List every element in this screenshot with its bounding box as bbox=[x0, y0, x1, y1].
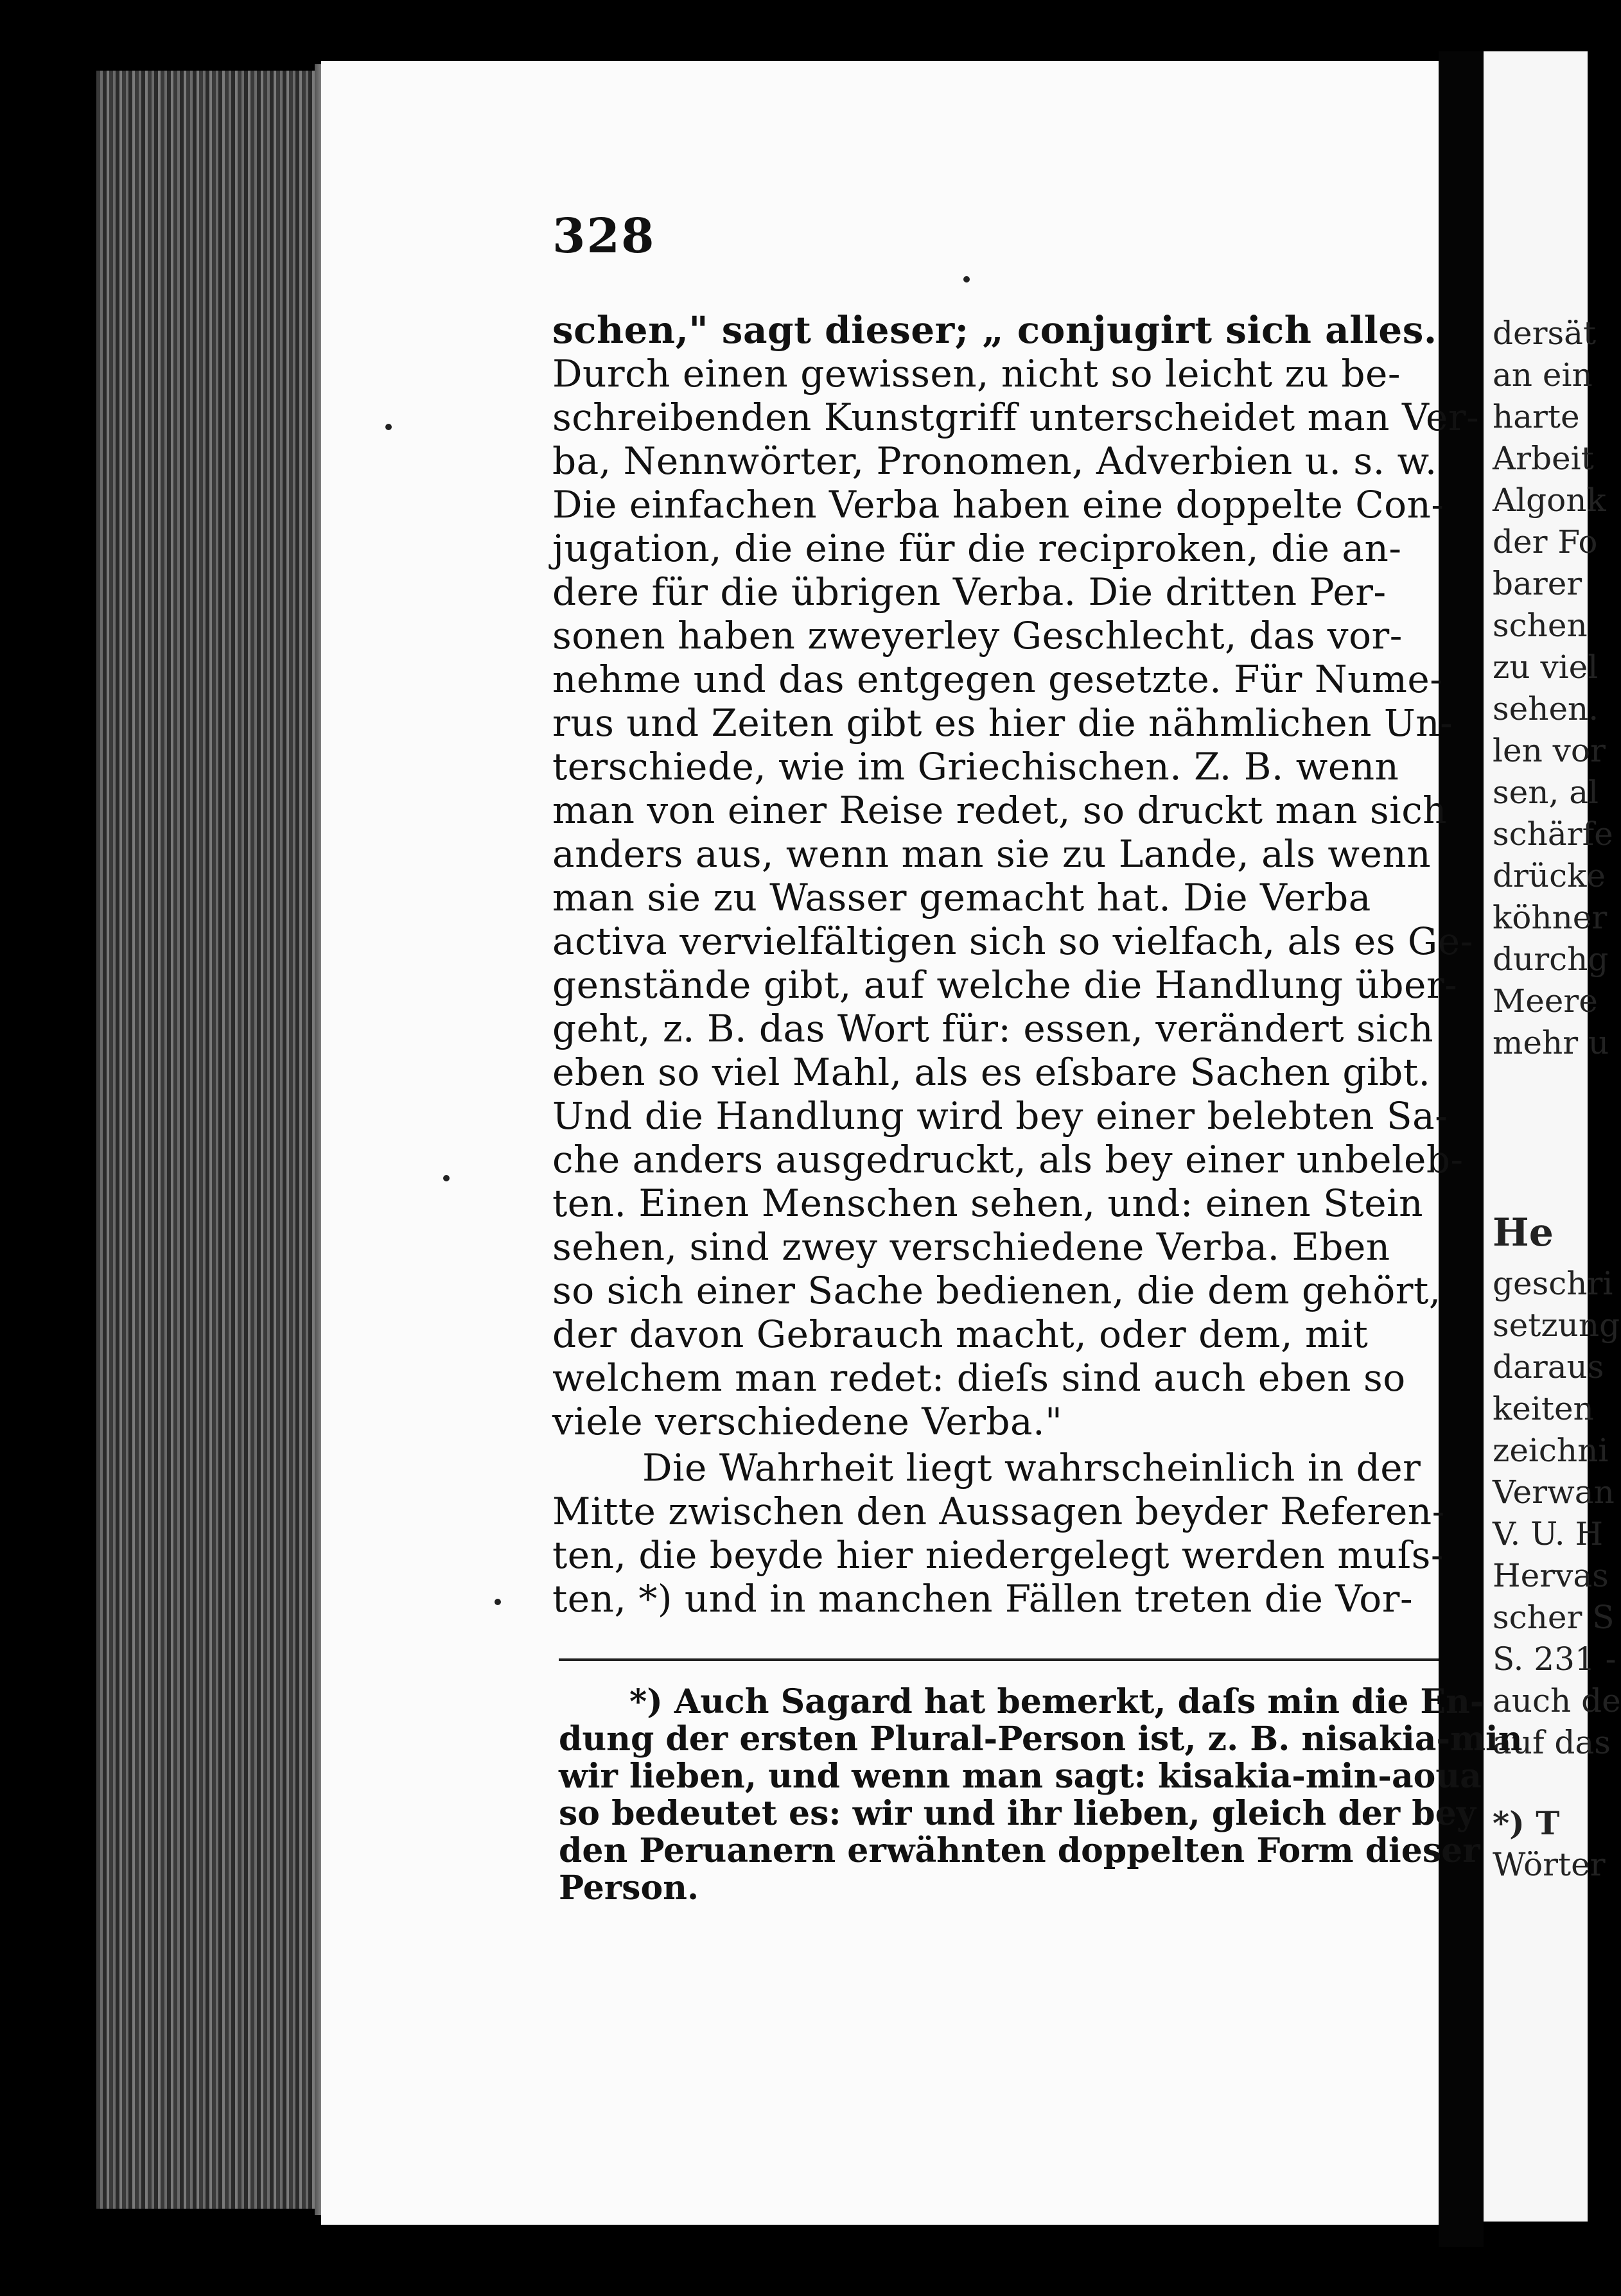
book-spine bbox=[96, 71, 315, 2209]
right-page-line: S. 231 - bbox=[1493, 1640, 1617, 1678]
specks bbox=[443, 1175, 450, 1181]
text-line: terschiede, wie im Griechischen. Z. B. wenn bbox=[552, 745, 1399, 788]
footnote-line: dung der ersten Plural-Person ist, z. B. nisakia-min bbox=[559, 1719, 1523, 1759]
right-page-footnote: Wörter bbox=[1493, 1846, 1606, 1883]
text-line: dere für die übrigen Verba. Die dritten Per- bbox=[552, 570, 1387, 614]
text-line: sehen, sind zwey verschiedene Verba. Eben bbox=[552, 1225, 1390, 1269]
text-line: welchem man redet: dieſs sind auch eben so bbox=[552, 1356, 1406, 1400]
right-page-line: drücke bbox=[1493, 857, 1606, 894]
text-line: geht, z. B. das Wort für: essen, verändert sich bbox=[552, 1007, 1434, 1050]
right-page-line: Algonk bbox=[1493, 482, 1606, 519]
text-line: ten, *) und in manchen Fällen treten die Vor- bbox=[552, 1577, 1414, 1621]
text-line: che anders ausgedruckt, als bey einer unbeleb- bbox=[552, 1138, 1464, 1181]
right-page-line: der Fo bbox=[1493, 523, 1598, 561]
right-page-line: len vor bbox=[1493, 732, 1606, 769]
right-page-line: harte bbox=[1493, 398, 1580, 435]
right-page bbox=[1484, 51, 1621, 2222]
text-line: Die Wahrheit liegt wahrscheinlich in der bbox=[642, 1446, 1421, 1490]
right-page-line: schärfe bbox=[1493, 815, 1613, 853]
text-line: eben so viel Mahl, als es eſsbare Sachen gibt. bbox=[552, 1050, 1431, 1094]
footnote-rule bbox=[559, 1658, 1439, 1661]
right-page-line: zeichni bbox=[1493, 1432, 1609, 1469]
text-line: Durch einen gewissen, nicht so leicht zu be- bbox=[552, 352, 1401, 396]
footnote-line: Person. bbox=[559, 1868, 699, 1908]
specks bbox=[495, 1599, 501, 1605]
right-page-line: daraus bbox=[1493, 1348, 1604, 1386]
text-line: sonen haben zweyerley Geschlecht, das vor- bbox=[552, 614, 1403, 657]
text-line: Die einfachen Verba haben eine doppelte Con- bbox=[552, 483, 1444, 526]
right-page-line: sehen. bbox=[1493, 690, 1599, 727]
text-line: man sie zu Wasser gemacht hat. Die Verba bbox=[552, 876, 1371, 919]
text-line: ten, die beyde hier niedergelegt werden muſs- bbox=[552, 1533, 1444, 1577]
footnote-line: so bedeutet es: wir und ihr lieben, gleich der bey bbox=[559, 1794, 1476, 1833]
right-page-line: sen, al bbox=[1493, 774, 1599, 811]
specks bbox=[385, 424, 392, 430]
text-line: jugation, die eine für die reciproken, die an- bbox=[552, 526, 1402, 570]
text-line: ba, Nennwörter, Pronomen, Adverbien u. s. w. bbox=[552, 439, 1437, 483]
text-line: Mitte zwischen den Aussagen beyder Referen- bbox=[552, 1490, 1445, 1533]
text-line: viele verschiedene Verba." bbox=[552, 1400, 1063, 1443]
right-page-footnote: *) T bbox=[1493, 1804, 1560, 1842]
right-page-line: an ein bbox=[1493, 356, 1593, 394]
text-line: man von einer Reise redet, so druckt man sich bbox=[552, 788, 1448, 832]
right-page-line: durchg bbox=[1493, 941, 1609, 978]
page-number: 328 bbox=[552, 209, 656, 264]
right-page-line: Hervas bbox=[1493, 1557, 1609, 1594]
text-line: schreibenden Kunstgriff unterscheidet man Ver- bbox=[552, 396, 1480, 439]
right-page-line: auf das bbox=[1493, 1724, 1611, 1761]
right-page-line: V. U. H bbox=[1493, 1515, 1604, 1552]
right-page-line: Arbeit bbox=[1493, 440, 1594, 477]
text-line: so sich einer Sache bedienen, die dem gehört, bbox=[552, 1269, 1441, 1312]
footnote-line: *) Auch Sagard hat bemerkt, daſs min die En- bbox=[629, 1682, 1484, 1721]
right-page-line: scher S bbox=[1493, 1599, 1615, 1636]
right-page-line: geschri bbox=[1493, 1265, 1613, 1302]
footnote-line: wir lieben, und wenn man sagt: kisakia-min-aoua bbox=[559, 1757, 1482, 1796]
text-line: genstände gibt, auf welche die Handlung über- bbox=[552, 963, 1458, 1007]
text-line: Und die Handlung wird bey einer belebten Sa- bbox=[552, 1094, 1448, 1138]
right-page-line: mehr u bbox=[1493, 1024, 1609, 1061]
right-page-line: keiten bbox=[1493, 1390, 1594, 1427]
text-line: anders aus, wenn man sie zu Lande, als wenn bbox=[552, 832, 1432, 876]
text-line: nehme und das entgegen gesetzte. Für Nume- bbox=[552, 657, 1443, 701]
text-line: der davon Gebrauch macht, oder dem, mit bbox=[552, 1312, 1369, 1356]
text-line: activa vervielfältigen sich so vielfach, als es Ge- bbox=[552, 919, 1473, 963]
right-page-line: schen bbox=[1493, 607, 1588, 644]
specks bbox=[963, 276, 970, 283]
text-line: ten. Einen Menschen sehen, und: einen Stein bbox=[552, 1181, 1423, 1225]
text-line: rus und Zeiten gibt es hier die nähmlichen Un- bbox=[552, 701, 1453, 745]
right-page-line: dersät bbox=[1493, 315, 1597, 352]
right-page-line: Meere bbox=[1493, 982, 1598, 1020]
right-page-line: zu viel bbox=[1493, 648, 1599, 686]
right-page-line: Verwan bbox=[1493, 1474, 1615, 1511]
right-page-line: auch de bbox=[1493, 1682, 1621, 1719]
right-page-line: setzung bbox=[1493, 1307, 1620, 1344]
text-line: schen," sagt dieser; „ conjugirt sich alles. bbox=[552, 308, 1437, 352]
right-page-line: barer bbox=[1493, 565, 1582, 602]
right-page-line: köhner bbox=[1493, 899, 1608, 936]
footnote-line: den Peruanern erwähnten doppelten Form dieser bbox=[559, 1831, 1480, 1870]
right-page-heading: He bbox=[1493, 1210, 1554, 1255]
